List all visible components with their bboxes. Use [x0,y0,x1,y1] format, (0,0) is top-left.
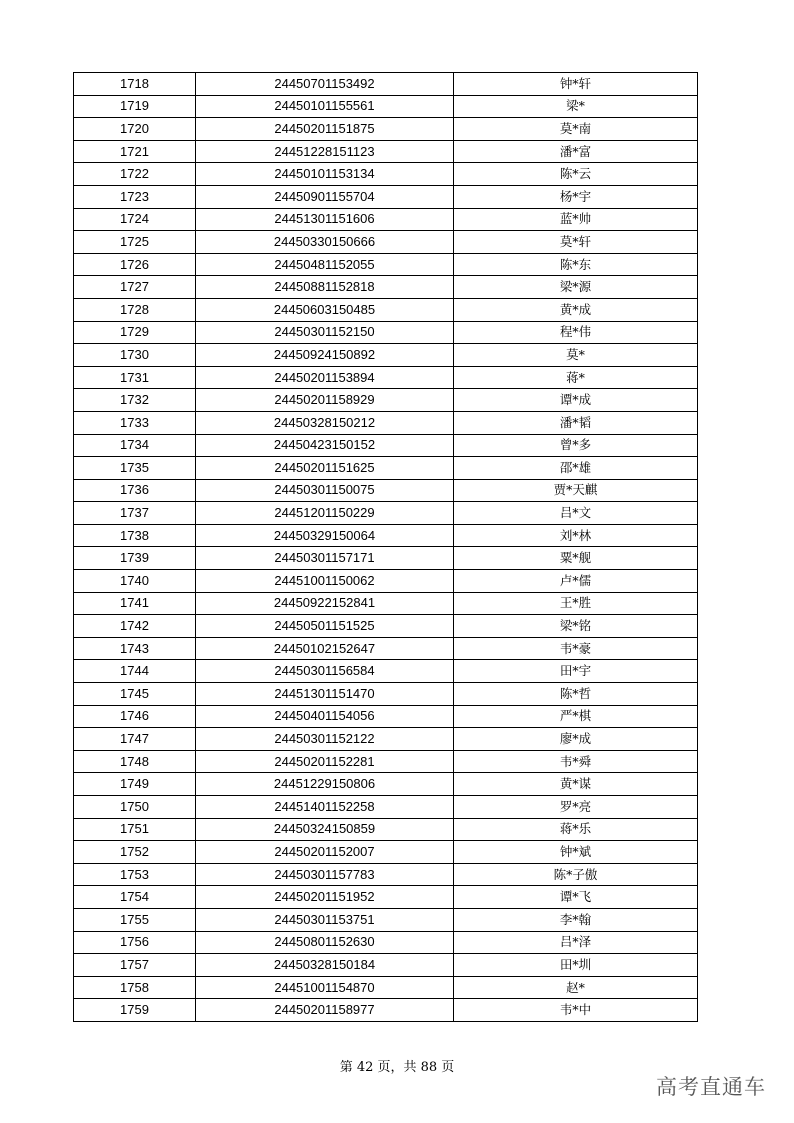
table-row [74,253,698,276]
table-row [74,502,698,525]
candidate-name-cell: 陈*哲 [454,683,698,706]
candidate-id-cell: 24450924150892 [196,344,454,367]
candidate-name-cell: 莫*轩 [454,231,698,254]
table-row [74,886,698,909]
table-row [74,592,698,615]
row-number-cell: 1725 [74,231,196,254]
table-row [74,863,698,886]
row-number-cell: 1726 [74,253,196,276]
row-number-cell: 1753 [74,863,196,886]
table-row [74,999,698,1022]
table-row [74,637,698,660]
candidate-id-cell: 24450329150064 [196,524,454,547]
table-row [74,73,698,96]
candidate-name-cell: 梁*铭 [454,615,698,638]
candidate-id-cell: 24450801152630 [196,931,454,954]
candidate-id-cell: 24451201150229 [196,502,454,525]
candidate-id-cell: 24450301150075 [196,479,454,502]
candidate-name-cell: 刘*林 [454,524,698,547]
watermark-logo: 高考直通车 [656,1075,766,1099]
row-number-cell: 1722 [74,163,196,186]
candidate-id-cell: 24451401152258 [196,796,454,819]
row-number-cell: 1728 [74,298,196,321]
candidate-name-cell: 黄*谋 [454,773,698,796]
table-row [74,547,698,570]
candidate-name-cell: 梁* [454,95,698,118]
candidate-id-cell: 24450901155704 [196,185,454,208]
candidate-name-cell: 邵*雄 [454,457,698,480]
candidate-name-cell: 杨*宇 [454,185,698,208]
row-number-cell: 1745 [74,683,196,706]
table-row [74,976,698,999]
candidate-name-cell: 田*宇 [454,660,698,683]
row-number-cell: 1731 [74,366,196,389]
table-row [74,818,698,841]
table-row [74,570,698,593]
row-number-cell: 1743 [74,637,196,660]
candidate-name-cell: 王*胜 [454,592,698,615]
row-number-cell: 1738 [74,524,196,547]
candidate-name-cell: 潘*韬 [454,411,698,434]
candidate-id-cell: 24450201151625 [196,457,454,480]
candidate-id-cell: 24451001150062 [196,570,454,593]
row-number-cell: 1729 [74,321,196,344]
table-row [74,954,698,977]
row-number-cell: 1735 [74,457,196,480]
candidate-id-cell: 24450603150485 [196,298,454,321]
candidate-name-cell: 梁*源 [454,276,698,299]
row-number-cell: 1721 [74,140,196,163]
row-number-cell: 1755 [74,908,196,931]
row-number-cell: 1741 [74,592,196,615]
candidate-id-cell: 24450301156584 [196,660,454,683]
candidate-id-cell: 24450301152122 [196,728,454,751]
candidate-name-cell: 蒋* [454,366,698,389]
table-row [74,796,698,819]
table-row [74,728,698,751]
candidate-id-cell: 24450922152841 [196,592,454,615]
candidate-id-cell: 24450301152150 [196,321,454,344]
row-number-cell: 1744 [74,660,196,683]
row-number-cell: 1732 [74,389,196,412]
candidate-name-cell: 严*棋 [454,705,698,728]
page-footer: 第 42 页，共 88 页 [339,1060,455,1075]
candidate-name-cell: 谭*飞 [454,886,698,909]
row-number-cell: 1734 [74,434,196,457]
candidate-id-cell: 24450423150152 [196,434,454,457]
row-number-cell: 1736 [74,479,196,502]
admission-list-table [73,72,698,1022]
table-row [74,479,698,502]
candidate-name-cell: 莫*南 [454,118,698,141]
table-row [74,344,698,367]
candidate-name-cell: 廖*成 [454,728,698,751]
candidate-id-cell: 24450201152281 [196,750,454,773]
candidate-id-cell: 24450201158977 [196,999,454,1022]
row-number-cell: 1748 [74,750,196,773]
row-number-cell: 1752 [74,841,196,864]
candidate-name-cell: 蒋*乐 [454,818,698,841]
candidate-name-cell: 卢*儒 [454,570,698,593]
table-row [74,457,698,480]
candidate-id-cell: 24450881152818 [196,276,454,299]
candidate-id-cell: 24450481152055 [196,253,454,276]
table-row [74,276,698,299]
row-number-cell: 1733 [74,411,196,434]
candidate-name-cell: 潘*富 [454,140,698,163]
candidate-id-cell: 24451001154870 [196,976,454,999]
candidate-name-cell: 黄*成 [454,298,698,321]
candidate-name-cell: 曾*多 [454,434,698,457]
candidate-name-cell: 赵* [454,976,698,999]
row-number-cell: 1720 [74,118,196,141]
table-row [74,95,698,118]
candidate-name-cell: 吕*泽 [454,931,698,954]
candidate-id-cell: 24450101153134 [196,163,454,186]
table-body [74,73,698,1022]
row-number-cell: 1754 [74,886,196,909]
candidate-id-cell: 24450201158929 [196,389,454,412]
candidate-name-cell: 罗*亮 [454,796,698,819]
candidate-id-cell: 24450201152007 [196,841,454,864]
candidate-id-cell: 24450324150859 [196,818,454,841]
candidate-id-cell: 24451228151123 [196,140,454,163]
table-row [74,524,698,547]
candidate-id-cell: 24451301151470 [196,683,454,706]
candidate-name-cell: 程*伟 [454,321,698,344]
row-number-cell: 1749 [74,773,196,796]
candidate-name-cell: 陈*东 [454,253,698,276]
candidate-id-cell: 24450201151875 [196,118,454,141]
table-row [74,434,698,457]
row-number-cell: 1759 [74,999,196,1022]
row-number-cell: 1737 [74,502,196,525]
candidate-id-cell: 24450501151525 [196,615,454,638]
table-row [74,908,698,931]
candidate-id-cell: 24450328150184 [196,954,454,977]
candidate-id-cell: 24450301157783 [196,863,454,886]
row-number-cell: 1758 [74,976,196,999]
table-row [74,411,698,434]
table-row [74,163,698,186]
row-number-cell: 1747 [74,728,196,751]
table-row [74,321,698,344]
table-row [74,140,698,163]
candidate-name-cell: 蓝*帅 [454,208,698,231]
candidate-name-cell: 贾*天麒 [454,479,698,502]
row-number-cell: 1719 [74,95,196,118]
candidate-name-cell: 韦*豪 [454,637,698,660]
candidate-name-cell: 陈*子傲 [454,863,698,886]
table-row [74,615,698,638]
candidate-name-cell: 吕*文 [454,502,698,525]
candidate-name-cell: 陈*云 [454,163,698,186]
candidate-name-cell: 田*圳 [454,954,698,977]
row-number-cell: 1757 [74,954,196,977]
candidate-name-cell: 钟*斌 [454,841,698,864]
table-row [74,660,698,683]
table-row [74,185,698,208]
table-row [74,208,698,231]
table-row [74,231,698,254]
table-row [74,366,698,389]
candidate-id-cell: 24450701153492 [196,73,454,96]
table-row [74,118,698,141]
table-row [74,773,698,796]
candidate-id-cell: 24450201151952 [196,886,454,909]
candidate-id-cell: 24450330150666 [196,231,454,254]
candidate-id-cell: 24450102152647 [196,637,454,660]
row-number-cell: 1727 [74,276,196,299]
candidate-id-cell: 24450301157171 [196,547,454,570]
row-number-cell: 1730 [74,344,196,367]
candidate-id-cell: 24450201153894 [196,366,454,389]
table-row [74,931,698,954]
candidate-name-cell: 谭*成 [454,389,698,412]
candidate-id-cell: 24450101155561 [196,95,454,118]
candidate-name-cell: 钟*轩 [454,73,698,96]
candidate-id-cell: 24450401154056 [196,705,454,728]
candidate-name-cell: 李*翰 [454,908,698,931]
candidate-id-cell: 24450328150212 [196,411,454,434]
table-row [74,841,698,864]
row-number-cell: 1723 [74,185,196,208]
row-number-cell: 1740 [74,570,196,593]
candidate-name-cell: 粟*舰 [454,547,698,570]
row-number-cell: 1718 [74,73,196,96]
row-number-cell: 1739 [74,547,196,570]
table-row [74,683,698,706]
table-row [74,750,698,773]
table-row [74,389,698,412]
row-number-cell: 1751 [74,818,196,841]
admission-list-sheet [73,72,697,1022]
candidate-name-cell: 韦*舜 [454,750,698,773]
row-number-cell: 1750 [74,796,196,819]
candidate-id-cell: 24450301153751 [196,908,454,931]
table-row [74,298,698,321]
table-row [74,705,698,728]
row-number-cell: 1742 [74,615,196,638]
candidate-name-cell: 莫* [454,344,698,367]
row-number-cell: 1746 [74,705,196,728]
candidate-name-cell: 韦*中 [454,999,698,1022]
candidate-id-cell: 24451229150806 [196,773,454,796]
row-number-cell: 1756 [74,931,196,954]
row-number-cell: 1724 [74,208,196,231]
candidate-id-cell: 24451301151606 [196,208,454,231]
